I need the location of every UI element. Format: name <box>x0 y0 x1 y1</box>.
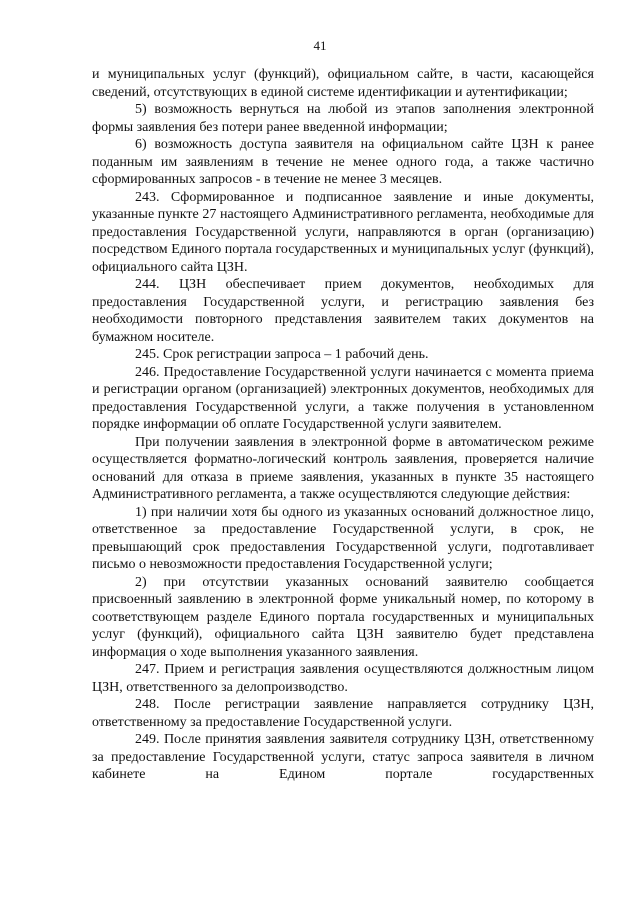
paragraph-246: 246. Предоставление Государственной услуги начинается с момента приема и регистрации органом (организацией) электронных документов, необходимых для предоставления Государственной услуги, а также получения в установленном порядке информации об оплате Государственной услуги заявителем. <box>92 364 594 432</box>
document-body <box>92 66 594 784</box>
paragraph-electronic-form-check: При получении заявления в электронной форме в автоматическом режиме осуществляется форматно-логический контроль заявления, проверяется наличие оснований для отказа в приеме заявления, указанных в пункте 35 настоящего Административного регламента, а также осуществляются следующие действия: <box>92 434 594 502</box>
paragraph-247: 247. Прием и регистрация заявления осуществляются должностным лицом ЦЗН, ответственного за делопроизводство. <box>92 662 594 695</box>
paragraph-item-5: 5) возможность вернуться на любой из этапов заполнения электронной формы заявления без потери ранее введенной информации; <box>92 102 594 135</box>
paragraph-action-1: 1) при наличии хотя бы одного из указанных оснований должностное лицо, ответственное за предоставление Государственной услуги, в срок, не превышающий срок предоставления Государственной услуги, подготавливает письмо о невозможности предоставления Государственной услуги; <box>92 504 594 572</box>
paragraph-249: 249. После принятия заявления заявителя сотруднику ЦЗН, ответственному за предоставление Государственной услуги, статус запроса заявителя в личном кабинете на Едином портале государственных <box>92 732 594 782</box>
paragraph-245: 245. Срок регистрации запроса – 1 рабочий день. <box>135 347 429 362</box>
paragraph-item-6: 6) возможность доступа заявителя на официальном сайте ЦЗН к ранее поданным им заявлениям в течение не менее одного года, а также частично сформированных запросов - в течение не менее 3 месяцев. <box>92 137 594 187</box>
paragraph-action-2: 2) при отсутствии указанных оснований заявителю сообщается присвоенный заявлению в электронной форме уникальный номер, по которому в соответствующем разделе Единого портала государственных и муниципальных услуг (функций), официального сайта ЦЗН заявителю будет представлена информация о ходе выполнения указанного заявления. <box>92 574 594 660</box>
paragraph-continuation: и муниципальных услуг (функций), официальном сайте, в части, касающейся сведений, отсутствующих в единой системе идентификации и аутентификации; <box>92 67 594 100</box>
paragraph-243: 243. Сформированное и подписанное заявление и иные документы, указанные пункте 27 настоящего Административного регламента, необходимые для предоставления Государственной услуги, направляются в орган (организацию) посредством Единого портала государственных и муниципальных услуг (функций), официального сайта ЦЗН. <box>92 189 594 275</box>
paragraph-244: 244. ЦЗН обеспечивает прием документов, необходимых для предоставления Государственной услуги, и регистрацию заявления без необходимости повторного представления заявителем таких документов на бумажном носителе. <box>92 277 594 345</box>
paragraph-248: 248. После регистрации заявление направляется сотруднику ЦЗН, ответственному за предоставление Государственной услуги. <box>92 697 594 730</box>
page-number: 41 <box>313 38 327 53</box>
